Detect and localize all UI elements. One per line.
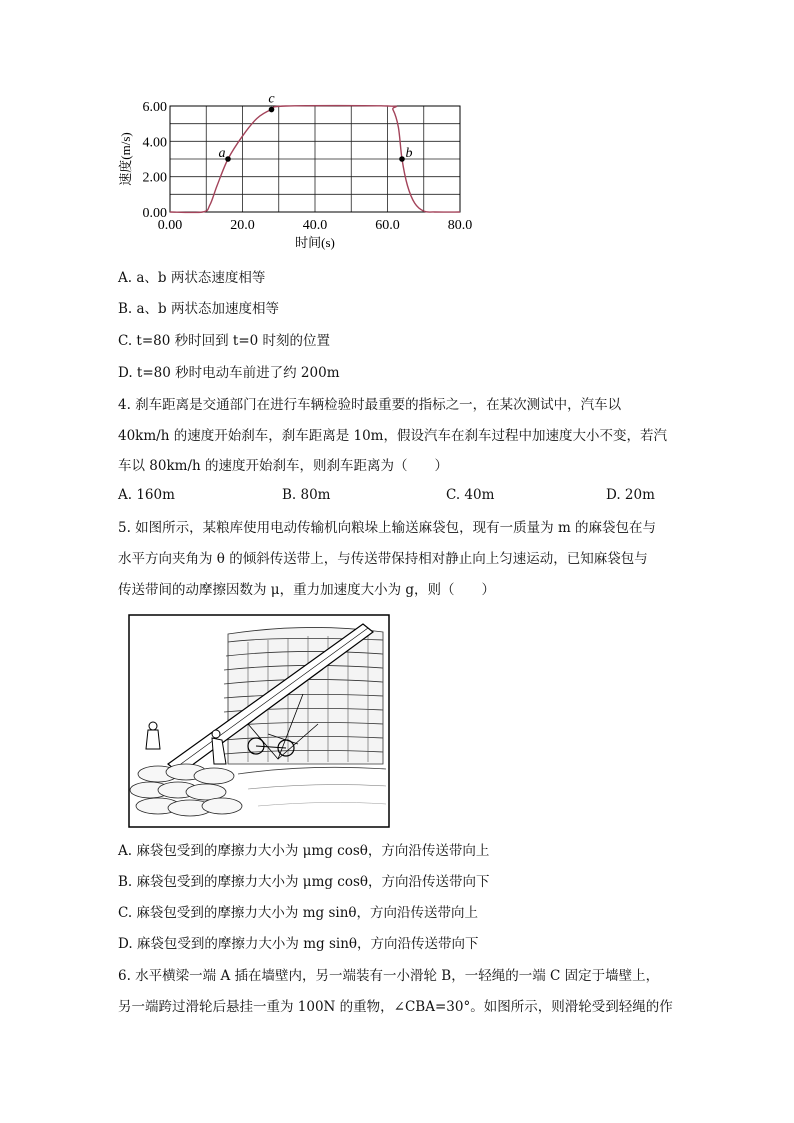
q3-option-a: A. a、b 两状态速度相等 — [118, 270, 266, 286]
point-label-a: a — [218, 146, 226, 161]
y-tick-label: 2.00 — [142, 170, 167, 186]
y-tick-label: 4.00 — [142, 135, 167, 151]
q3-option-d: D. t=80 秒时电动车前进了约 200m — [118, 365, 340, 381]
y-tick-label: 6.00 — [142, 100, 167, 115]
q4-line-1: 4. 刹车距离是交通部门在进行车辆检验时最重要的指标之一，在某次测试中，汽车以 — [118, 397, 622, 413]
chart-points — [219, 92, 413, 162]
x-tick-label: 20.0 — [230, 218, 255, 233]
q5-option-c: C. 麻袋包受到的摩擦力大小为 mg sinθ，方向沿传送带向上 — [118, 905, 479, 921]
x-tick-label: 80.0 — [447, 218, 473, 233]
point-b — [399, 156, 405, 162]
q5-line-3: 传送带间的动摩擦因数为 μ，重力加速度大小为 g，则（ ） — [118, 582, 495, 598]
point-a — [225, 156, 231, 162]
q3-option-c: C. t=80 秒时回到 t=0 时刻的位置 — [118, 333, 331, 349]
q4-options — [0, 487, 794, 507]
x-tick-label: 40.0 — [302, 218, 328, 233]
q4-line-2: 40km/h 的速度开始刹车，刹车距离是 10m，假设汽车在刹车过程中加速度大小不变，若汽 — [118, 428, 667, 444]
q4-option-c: C. 40m — [446, 487, 495, 503]
x-tick-label: 60.0 — [375, 218, 400, 233]
q4-option-b: B. 80m — [282, 487, 331, 503]
q6-line-1: 6. 水平横梁一端 A 插在墙壁内，另一端装有一小滑轮 B，一轻绳的一端 C 固定于墙壁上， — [118, 968, 660, 984]
q4-option-d: D. 20m — [606, 487, 655, 503]
y-axis-label: 速度(m/s) — [118, 132, 133, 186]
q4-line-3: 车以 80km/h 的速度开始刹车，则刹车距离为（ ） — [118, 458, 448, 474]
x-axis-label: 时间(s) — [295, 235, 335, 250]
y-tick-label: 0.00 — [142, 206, 167, 221]
q5-option-b: B. 麻袋包受到的摩擦力大小为 μmg cosθ，方向沿传送带向下 — [118, 874, 490, 890]
q3-option-b: B. a、b 两状态加速度相等 — [118, 301, 279, 317]
point-label-c: c — [268, 91, 275, 107]
q4-option-a: A. 160m — [118, 487, 175, 503]
q6-line-2: 另一端跨过滑轮后悬挂一重为 100N 的重物，∠CBA=30°。如图所示，则滑轮受到轻绳的作 — [118, 999, 673, 1015]
velocity-time-chart — [110, 91, 490, 255]
point-label-b: b — [405, 146, 413, 161]
q5-line-2: 水平方向夹角为 θ 的倾斜传送带上，与传送带保持相对静止向上匀速运动，已知麻袋包与 — [118, 551, 648, 567]
q5-option-d: D. 麻袋包受到的摩擦力大小为 mg sinθ，方向沿传送带向下 — [118, 936, 479, 952]
conveyor-illustration — [128, 614, 390, 828]
q5-option-a: A. 麻袋包受到的摩擦力大小为 μmg cosθ，方向沿传送带向上 — [118, 843, 490, 859]
point-c — [269, 107, 275, 113]
x-tick-label: 0.00 — [157, 218, 183, 233]
q5-line-1: 5. 如图所示，某粮库使用电动传输机向粮垛上输送麻袋包，现有一质量为 m 的麻袋包在与 — [118, 520, 657, 536]
